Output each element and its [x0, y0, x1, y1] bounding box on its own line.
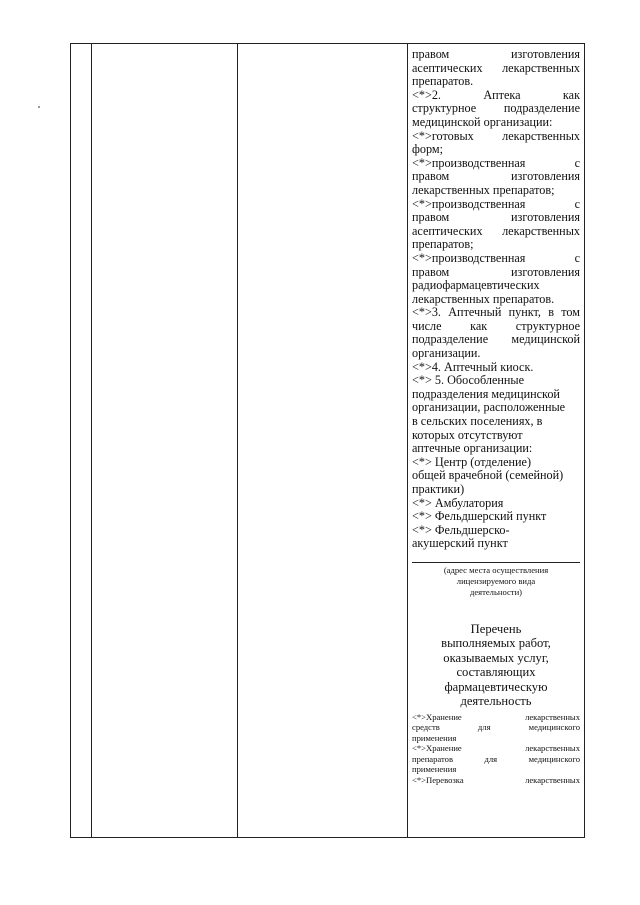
- list-line: радиофармацевтических: [412, 278, 540, 293]
- list-line: <*> Фельдшерско-: [412, 522, 510, 537]
- address-caption: [412, 565, 580, 598]
- scan-speck: [38, 106, 40, 108]
- activity-cell: [412, 48, 580, 785]
- list-line: <*>готовых лекарственных: [412, 128, 580, 143]
- work-line: средств для медицинского: [412, 722, 580, 733]
- heading-line: фармацевтическую: [444, 679, 548, 694]
- work-line: <*>Хранение лекарственных: [412, 711, 580, 722]
- caption-line: лицензируемого вида: [456, 575, 536, 586]
- works-heading: [412, 622, 580, 709]
- address-underline: [412, 562, 580, 563]
- column-divider: [91, 44, 92, 837]
- work-line: применения: [412, 764, 457, 775]
- list-line: правом изготовления: [412, 264, 580, 279]
- list-line: <*>производственная с: [412, 155, 580, 170]
- list-line: <*>2. Аптека как: [412, 87, 580, 102]
- form-table: [70, 43, 585, 838]
- list-line: которых отсутствуют: [412, 427, 523, 442]
- heading-line: составляющих: [456, 665, 536, 680]
- column-divider: [237, 44, 238, 837]
- list-line: <*> 5. Обособленные: [412, 373, 525, 388]
- list-line: аптечные организации:: [412, 441, 533, 456]
- list-line: правом изготовления: [412, 47, 580, 61]
- list-line: подразделение медицинской: [412, 332, 580, 347]
- caption-line: деятельности): [469, 586, 523, 597]
- list-line: <*>производственная с: [412, 250, 580, 265]
- list-line: организации.: [412, 346, 481, 361]
- work-line: <*>Перевозка лекарственных: [412, 774, 580, 785]
- work-line: применения: [412, 732, 457, 743]
- list-line: практики): [412, 482, 465, 496]
- list-line: <*>3. Аптечный пункт, в том: [412, 305, 580, 320]
- list-line: в сельских поселениях, в: [412, 414, 543, 429]
- list-line: лекарственных препаратов;: [412, 182, 555, 197]
- list-line: подразделения медицинской: [412, 386, 560, 401]
- list-line: структурное подразделение: [412, 101, 580, 116]
- list-line: медицинской организации:: [412, 114, 553, 129]
- list-line: <*>4. Аптечный киоск.: [412, 359, 534, 374]
- list-line: <*> Фельдшерский пункт: [412, 509, 547, 524]
- list-line: <*> Амбулатория: [412, 495, 504, 510]
- column-divider: [407, 44, 408, 837]
- list-line: правом изготовления: [412, 169, 580, 184]
- list-line: <*>производственная с: [412, 196, 580, 211]
- list-line: асептических лекарственных: [412, 223, 580, 238]
- list-line: лекарственных препаратов.: [412, 291, 555, 306]
- list-line: <*> Центр (отделение): [412, 454, 532, 469]
- list-line: правом изготовления: [412, 210, 580, 225]
- work-line: <*>Хранение лекарственных: [412, 743, 580, 754]
- caption-line: (адрес места осуществления: [443, 564, 549, 575]
- heading-line: оказываемых услуг,: [443, 650, 549, 665]
- work-line: препаратов для медицинского: [412, 753, 580, 764]
- heading-line: выполняемых работ,: [441, 636, 551, 651]
- list-line: препаратов;: [412, 237, 474, 252]
- list-line: препаратов.: [412, 74, 474, 89]
- pharmacy-types-list: [412, 48, 580, 551]
- heading-line: деятельность: [460, 694, 532, 709]
- heading-line: Перечень: [470, 621, 522, 636]
- list-line: акушерский пункт: [412, 536, 508, 551]
- list-line: асептических лекарственных: [412, 60, 580, 75]
- list-line: числе как структурное: [412, 318, 580, 333]
- list-line: общей врачебной (семейной): [412, 468, 564, 483]
- works-list: [412, 712, 580, 786]
- list-line: форм;: [412, 142, 443, 157]
- list-line: организации, расположенные: [412, 400, 566, 415]
